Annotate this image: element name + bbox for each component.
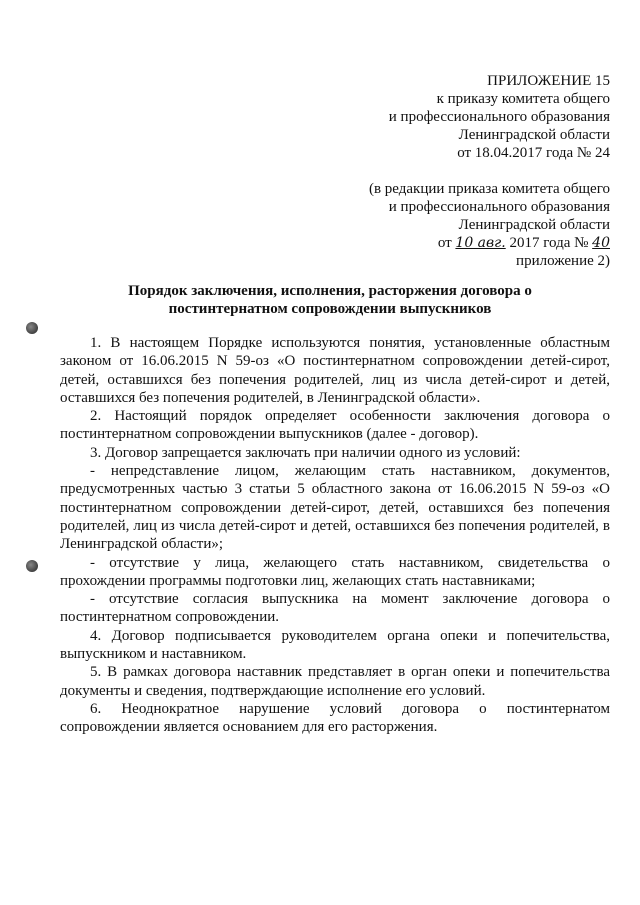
punch-hole-mark — [26, 322, 38, 334]
punch-hole-mark — [26, 560, 38, 572]
list-item: - отсутствие у лица, желающего стать наставником, свидетельства о прохождении программы подготовки лиц, желающих стать наставниками; — [60, 554, 610, 589]
title-line: постинтернатном сопровождении выпускников — [168, 301, 492, 317]
paragraph-5: 5. В рамках договора наставник представляет в орган опеки и попечительства документы и сведения, подтверждающие исполнение его условий. — [60, 664, 610, 699]
list-item: - непредставление лицом, желающим стать наставником, документов, предусмотренных частью 3 статьи 5 областного закона от 16.06.2015 N 59-оз «О постинтернатном сопровождении детей-сирот, детей, оставшихся без попечения родителей, лиц из числа детей-сирот и детей, оставшихся без попечения родителей, в Ленинградской области»; — [60, 463, 610, 553]
handwritten-date: 10 авг. — [455, 235, 506, 251]
revision-line: приложение 2) — [516, 253, 610, 269]
header-line: Ленинградской области — [458, 127, 610, 143]
document-title — [60, 282, 600, 318]
revision-date-line — [369, 234, 610, 252]
list-item: - отсутствие согласия выпускника на момент заключение договора о постинтернатном сопровождении. — [60, 591, 610, 626]
revision-line: и профессионального образования — [388, 199, 610, 215]
appendix-header — [389, 72, 610, 162]
header-date: от 18.04.2017 года № 24 — [457, 145, 610, 161]
document-body — [60, 334, 610, 737]
paragraph-2: 2. Настоящий порядок определяет особенности заключения договора о постинтернатном сопровождении выпускников (далее - договор). — [60, 408, 610, 443]
paragraph-1: 1. В настоящем Порядке используются понятия, установленные областным законом от 16.06.2015 N 59-оз «О постинтернатном сопровождении детей-сирот, детей, оставшихся без попечения родителей, лиц из числа детей-сирот и детей, оставшихся без попечения родителей, в Ленинградской области». — [60, 335, 610, 406]
appendix-number: ПРИЛОЖЕНИЕ 15 — [487, 73, 610, 89]
revision-line: Ленинградской области — [458, 217, 610, 233]
date-prefix: от — [437, 235, 452, 251]
paragraph-6: 6. Неоднократное нарушение условий договора о постинтернатом сопровождении является основанием для его расторжения. — [60, 700, 610, 736]
paragraph-4: 4. Договор подписывается руководителем органа опеки и попечительства, выпускником и наставником. — [60, 627, 610, 663]
revision-line: (в редакции приказа комитета общего — [368, 181, 610, 197]
header-line: и профессионального образования — [388, 109, 610, 125]
date-suffix: 2017 года № — [509, 235, 589, 251]
revision-note — [369, 180, 610, 270]
paragraph-3: 3. Договор запрещается заключать при наличии одного из условий: — [90, 444, 521, 461]
handwritten-number: 40 — [592, 235, 610, 251]
title-line: Порядок заключения, исполнения, расторжения договора о — [128, 283, 532, 299]
header-line: к приказу комитета общего — [436, 91, 610, 107]
